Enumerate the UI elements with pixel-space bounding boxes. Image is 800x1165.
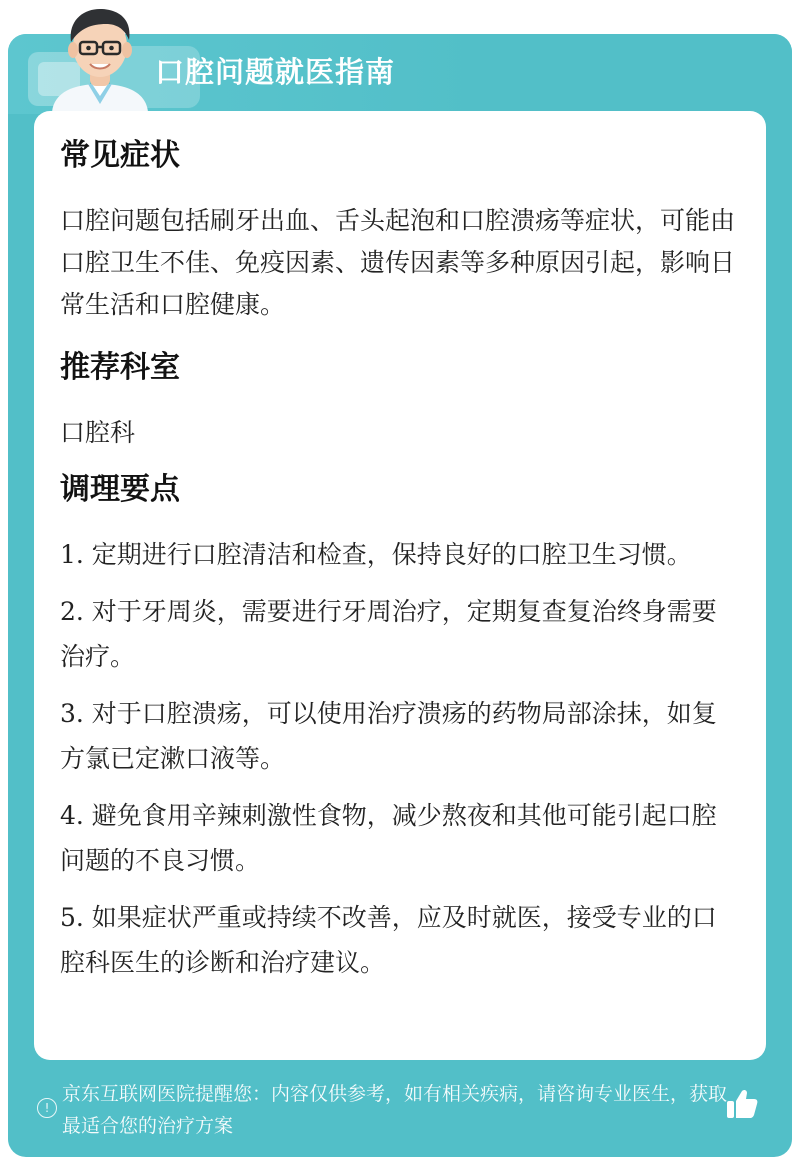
thumbs-up-icon[interactable] (724, 1086, 760, 1122)
doctor-avatar-icon (40, 0, 160, 112)
department-title: 推荐科室 (60, 350, 180, 385)
list-item: 5. 如果症状严重或持续不改善，应及时就医，接受专业的口腔科医生的诊断和治疗建议。 (60, 903, 717, 977)
department-text: 口腔科 (60, 418, 136, 447)
symptoms-text: 口腔问题包括刷牙出血、舌头起泡和口腔溃疡等症状，可能由口腔卫生不佳、免疫因素、遗传因素等多种原因引起，影响日常生活和口腔健康。 (60, 206, 736, 319)
care-list (60, 532, 740, 997)
footer-disclaimer: 京东互联网医院提醒您：内容仅供参考，如有相关疾病，请咨询专业医生，获取最适合您的治疗方案 (62, 1083, 728, 1137)
page-title: 口腔问题就医指南 (155, 55, 396, 89)
info-icon: ! (37, 1098, 57, 1118)
list-item: 3. 对于口腔溃疡，可以使用治疗溃疡的药物局部涂抹，如复方氯已定漱口液等。 (60, 699, 717, 773)
list-item: 2. 对于牙周炎，需要进行牙周治疗，定期复查复治终身需要治疗。 (60, 597, 717, 671)
care-title: 调理要点 (60, 472, 180, 507)
list-item: 1. 定期进行口腔清洁和检查，保持良好的口腔卫生习惯。 (60, 540, 692, 569)
symptoms-title: 常见症状 (60, 138, 180, 173)
list-item: 4. 避免食用辛辣刺激性食物，减少熬夜和其他可能引起口腔问题的不良习惯。 (60, 801, 717, 875)
